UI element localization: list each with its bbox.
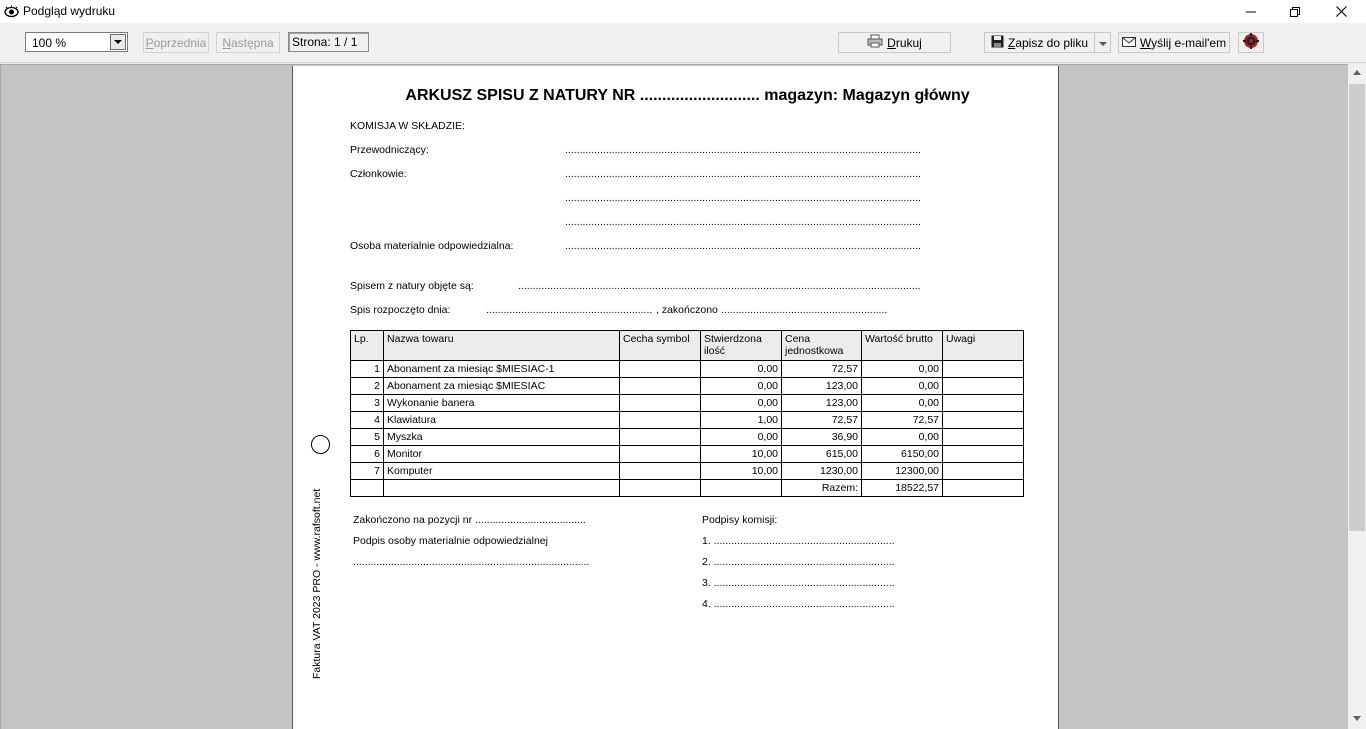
cell-item-name: Monitor xyxy=(384,446,620,463)
header-notes: Uwagi xyxy=(943,331,1024,361)
total-empty-cell xyxy=(384,480,620,497)
close-button[interactable] xyxy=(1318,0,1364,23)
cell-item-name: Wykonanie banera xyxy=(384,395,620,412)
cell-unit-price: 72,57 xyxy=(782,412,862,429)
cell-lp: 3 xyxy=(351,395,384,412)
cell-quantity: 1,00 xyxy=(701,412,782,429)
restore-button[interactable] xyxy=(1272,0,1318,23)
zoom-value: 100 % xyxy=(32,36,67,50)
next-label: astępna xyxy=(230,35,274,50)
cell-symbol xyxy=(620,463,701,480)
member-dots-3: .......................................................................................................................... xyxy=(565,216,921,228)
total-empty-cell xyxy=(943,480,1024,497)
email-accel: W xyxy=(1139,35,1152,50)
document-page xyxy=(292,66,1059,729)
header-gross-value: Wartość brutto xyxy=(862,331,943,361)
table-header-row xyxy=(351,331,1024,361)
cell-unit-price: 123,00 xyxy=(782,378,862,395)
cell-quantity: 0,00 xyxy=(701,395,782,412)
cell-item-name: Abonament za miesiąc $MIESIAC xyxy=(384,378,620,395)
cell-gross-value: 0,00 xyxy=(862,361,943,378)
vertical-scrollbar[interactable] xyxy=(1348,64,1366,729)
total-empty-cell xyxy=(620,480,701,497)
save-to-file-button[interactable] xyxy=(984,32,1095,53)
header-unit-price: Cena jednostkowa xyxy=(782,331,862,361)
settings-button[interactable] xyxy=(1238,32,1264,53)
header-quantity: Stwierdzona ilość xyxy=(701,331,782,361)
finished-label: , zakończono xyxy=(656,304,718,316)
cell-gross-value: 72,57 xyxy=(862,412,943,429)
toolbar xyxy=(0,23,1366,63)
document-title: ARKUSZ SPISU Z NATURY NR ........................... magazyn: Magazyn główny xyxy=(405,87,970,104)
start-date-dots: ......................................................... xyxy=(486,304,653,316)
cell-unit-price: 72,57 xyxy=(782,361,862,378)
cell-unit-price: 36,90 xyxy=(782,429,862,446)
commission-signature-3: 3. .............................................................. xyxy=(702,577,895,589)
end-date-dots: ......................................................... xyxy=(721,304,888,316)
cell-quantity: 0,00 xyxy=(701,378,782,395)
cell-lp: 6 xyxy=(351,446,384,463)
cell-item-name: Komputer xyxy=(384,463,620,480)
cell-quantity: 0,00 xyxy=(701,429,782,446)
dropdown-arrow-icon xyxy=(1099,36,1107,50)
minimize-icon xyxy=(1246,7,1256,17)
gear-icon xyxy=(1242,32,1260,53)
cell-notes xyxy=(943,361,1024,378)
finished-at-position: Zakończono na pozycji nr ...................................... xyxy=(353,514,586,526)
previous-accel: P xyxy=(145,35,154,50)
total-empty-cell xyxy=(351,480,384,497)
commission-header: KOMISJA W SKŁADZIE: xyxy=(350,120,465,132)
cell-notes xyxy=(943,429,1024,446)
responsible-signature-label: Podpis osoby materialnie odpowiedzialnej xyxy=(353,535,548,547)
table-row xyxy=(351,463,1024,480)
restore-icon xyxy=(1290,7,1300,17)
page-indicator: Strona: 1 / 1 xyxy=(288,32,369,52)
inventory-table xyxy=(350,330,1024,497)
cell-symbol xyxy=(620,429,701,446)
cell-notes xyxy=(943,446,1024,463)
responsible-label: Osoba materialnie odpowiedzialna: xyxy=(350,240,514,252)
covered-dots: .......................................................................................................................................... xyxy=(518,280,921,292)
cell-gross-value: 0,00 xyxy=(862,429,943,446)
cell-gross-value: 6150,00 xyxy=(862,446,943,463)
save-label: apisz do pliku xyxy=(1015,35,1089,50)
cell-quantity: 0,00 xyxy=(701,361,782,378)
eye-icon xyxy=(4,4,19,19)
cell-notes xyxy=(943,412,1024,429)
header-lp: Lp. xyxy=(351,331,384,361)
header-item-name: Nazwa towaru xyxy=(384,331,620,361)
commission-signatures-label: Podpisy komisji: xyxy=(702,514,778,526)
started-label: Spis rozpoczęto dnia: xyxy=(350,304,451,316)
vertical-footer-text: Faktura VAT 2023 PRO - www.rafsoft.net xyxy=(311,488,323,679)
table-row xyxy=(351,412,1024,429)
cell-lp: 4 xyxy=(351,412,384,429)
cell-quantity: 10,00 xyxy=(701,463,782,480)
total-empty-cell xyxy=(701,480,782,497)
punch-hole-marker xyxy=(311,435,330,454)
covered-label: Spisem z natury objęte są: xyxy=(350,280,474,292)
cell-notes xyxy=(943,463,1024,480)
cell-unit-price: 123,00 xyxy=(782,395,862,412)
envelope-icon xyxy=(1122,36,1136,50)
commission-signature-1: 1. .............................................................. xyxy=(702,535,895,547)
print-accel: D xyxy=(887,35,896,50)
commission-signature-4: 4. .............................................................. xyxy=(702,598,895,610)
chevron-down-icon[interactable] xyxy=(110,34,126,50)
cell-notes xyxy=(943,378,1024,395)
table-total-row xyxy=(351,480,1024,497)
cell-lp: 5 xyxy=(351,429,384,446)
member-dots-1: .......................................................................................................................... xyxy=(565,168,921,180)
cell-unit-price: 1230,00 xyxy=(782,463,862,480)
minimize-button[interactable] xyxy=(1228,0,1274,23)
table-row xyxy=(351,378,1024,395)
scroll-down-arrow-icon[interactable] xyxy=(1348,710,1366,727)
cell-symbol xyxy=(620,395,701,412)
window-title: Podgląd wydruku xyxy=(23,4,116,18)
cell-symbol xyxy=(620,378,701,395)
cell-item-name: Myszka xyxy=(384,429,620,446)
cell-symbol xyxy=(620,412,701,429)
floppy-disk-icon xyxy=(991,35,1004,51)
chairman-label: Przewodniczący: xyxy=(350,144,429,156)
table-row xyxy=(351,395,1024,412)
cell-gross-value: 12300,00 xyxy=(862,463,943,480)
table-row xyxy=(351,446,1024,463)
header-symbol: Cecha symbol xyxy=(620,331,701,361)
print-label: rukuj xyxy=(895,35,922,50)
table-row xyxy=(351,361,1024,378)
previous-button[interactable] xyxy=(143,32,209,53)
previous-label: oprzednia xyxy=(153,35,207,50)
cell-symbol xyxy=(620,446,701,463)
send-email-button[interactable] xyxy=(1118,32,1230,53)
cell-item-name: Klawiatura xyxy=(384,412,620,429)
total-label: Razem: xyxy=(782,480,862,497)
save-options-dropdown[interactable] xyxy=(1094,32,1111,53)
next-button[interactable] xyxy=(216,32,280,53)
zoom-select[interactable] xyxy=(25,32,128,52)
cell-item-name: Abonament za miesiąc $MIESIAC-1 xyxy=(384,361,620,378)
responsible-dots: .......................................................................................................................... xyxy=(565,240,921,252)
total-value: 18522,57 xyxy=(862,480,943,497)
members-label: Członkowie: xyxy=(350,168,407,180)
commission-signature-2: 2. .............................................................. xyxy=(702,556,895,568)
responsible-signature-dots: ................................................................................. xyxy=(353,556,590,568)
print-button[interactable] xyxy=(838,32,951,53)
close-icon xyxy=(1336,6,1347,17)
cell-quantity: 10,00 xyxy=(701,446,782,463)
cell-gross-value: 0,00 xyxy=(862,395,943,412)
printer-icon xyxy=(867,34,883,51)
scroll-up-arrow-icon[interactable] xyxy=(1348,64,1366,81)
cell-notes xyxy=(943,395,1024,412)
member-dots-2: .......................................................................................................................... xyxy=(565,192,921,204)
title-bar xyxy=(0,0,1366,23)
cell-lp: 7 xyxy=(351,463,384,480)
cell-lp: 1 xyxy=(351,361,384,378)
next-accel: N xyxy=(222,35,231,50)
cell-unit-price: 615,00 xyxy=(782,446,862,463)
cell-lp: 2 xyxy=(351,378,384,395)
scrollbar-thumb[interactable] xyxy=(1349,84,1365,531)
table-row xyxy=(351,429,1024,446)
cell-gross-value: 0,00 xyxy=(862,378,943,395)
save-accel: Z xyxy=(1007,35,1016,50)
cell-symbol xyxy=(620,361,701,378)
chairman-dots: .......................................................................................................................... xyxy=(565,144,921,156)
email-label: yślij e-mail'em xyxy=(1151,35,1227,50)
